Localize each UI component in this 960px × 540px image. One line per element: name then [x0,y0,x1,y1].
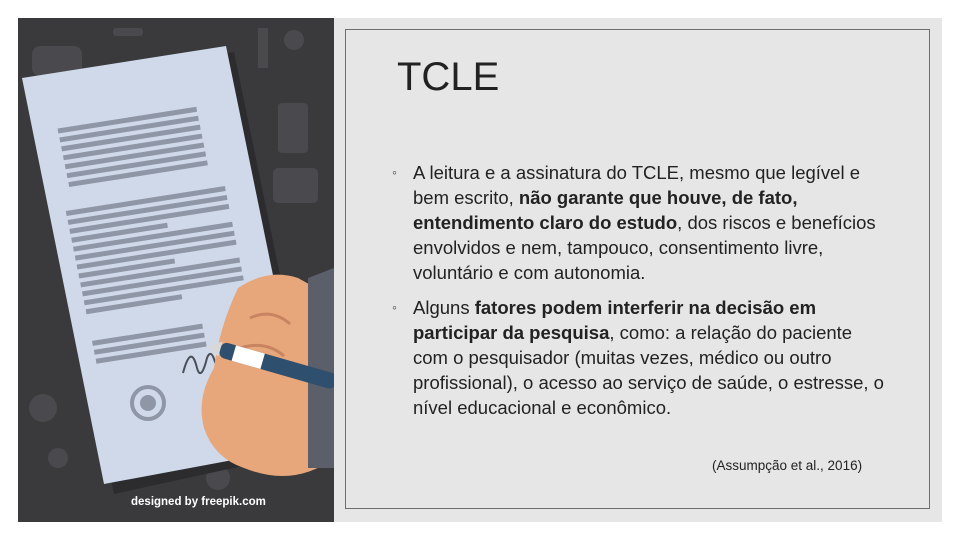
bullet-icon: ◦ [392,299,397,315]
citation: (Assumpção et al., 2016) [712,458,863,473]
bullet-icon: ◦ [392,164,397,180]
bullet-text-1-emphasis: não garante que houve, de fato, entendimento claro do estudo [413,187,798,233]
bullet-text-1-part-2: , dos riscos e benefícios envolvidos e nem, tampouco, consentimento livre, voluntário e com autonomia. [413,212,876,283]
document-signing-illustration [18,18,334,522]
freepik-credit: designed by freepik.com [131,496,266,508]
bullet-text-2-part-1: Alguns [413,297,475,318]
bullet-text-2-part-2: , como: a relação do paciente com o pesquisador (muitas vezes, médico ou outro profissional), o acesso ao serviço de saúde, o estresse, o nível educacional e econômico. [413,322,884,418]
bullet-item [392,295,892,420]
bullet-item [392,160,892,285]
bullet-text-2-emphasis: fatores podem interferir na decisão em participar da pesquisa [413,297,817,343]
slide-title: TCLE [397,55,500,99]
bullet-text-1-part-1: A leitura e a assinatura do TCLE, mesmo que legível e bem escrito, [413,162,860,208]
bullet-list [392,160,892,430]
